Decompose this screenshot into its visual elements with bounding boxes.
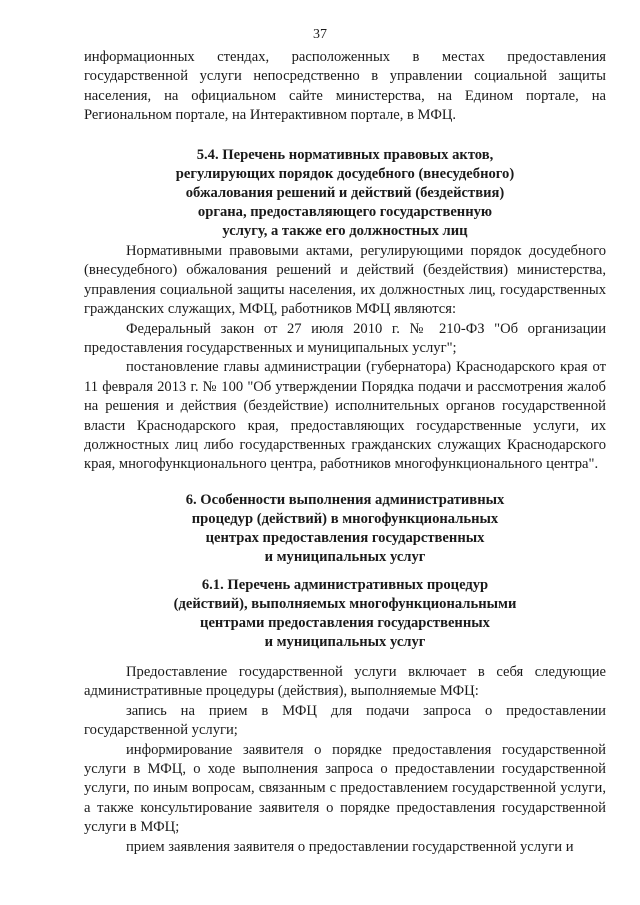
section-5-4-body — [84, 242, 606, 475]
heading-line: органа, предоставляющего государственную — [197, 204, 493, 220]
heading-line: и муниципальных услуг — [264, 549, 426, 565]
paragraph: Федеральный закон от 27 июля 2010 г. № 210-ФЗ "Об организации предоставления государственных и муниципальных услуг"; — [84, 320, 606, 357]
paragraph: запись на прием в МФЦ для подачи запроса о предоставлении государственной услуги; — [84, 702, 606, 739]
section-6-1-body — [84, 663, 606, 857]
section-6-1-heading — [84, 576, 606, 652]
heading-line: регулирующих порядок досудебного (внесудебного) — [175, 166, 515, 182]
section-6-heading — [84, 491, 606, 567]
heading-line: 6. Особенности выполнения административных — [185, 492, 505, 508]
intro-block — [84, 48, 606, 126]
paragraph: Предоставление государственной услуги включает в себя следующие административные процедуры (действия), выполняемые МФЦ: — [84, 664, 606, 700]
paragraph: Нормативными правовыми актами, регулирующими порядок досудебного (внесудебного) обжалования решений и действий (бездействия) министерства, управления социальной защиты населения, их должностных лиц, государственных гражданских служащих, МФЦ, работников МФЦ являются: — [84, 243, 606, 318]
heading-line: процедур (действий) в многофункциональных — [191, 511, 499, 527]
heading-line: 6.1. Перечень административных процедур — [201, 577, 489, 593]
intro-paragraph: информационных стендах, расположенных в местах предоставления государственной услуги непосредственно в управлении социальной защиты населения, на официальном сайте министерства, на Едином портале, на Региональном портале, на Интерактивном портале, в МФЦ. — [84, 49, 606, 124]
section-5-4-heading — [84, 146, 606, 241]
heading-line: (действий), выполняемых многофункциональными — [173, 596, 517, 612]
page-number: 37 — [313, 27, 327, 42]
paragraph: постановление главы администрации (губернатора) Краснодарского края от 11 февраля 2013 г. № 100 "Об утверждении Порядка подачи и рассмотрения жалоб на решения и действия (бездействие) исполнительных органов государственной власти Краснодарского края, предоставляющих государственные услуги, их должностных лиц либо государственных гражданских служащих Краснодарского края, многофункционального центра, работников многофункционального центра". — [84, 359, 606, 473]
heading-line: центрах предоставления государственных — [205, 530, 485, 546]
heading-line: центрами предоставления государственных — [200, 615, 490, 631]
heading-line: 5.4. Перечень нормативных правовых актов, — [196, 147, 494, 163]
heading-line: и муниципальных услуг — [264, 634, 426, 650]
paragraph: прием заявления заявителя о предоставлении государственной услуги и — [126, 838, 574, 855]
heading-line: обжалования решений и действий (бездействия) — [185, 185, 505, 201]
paragraph: информирование заявителя о порядке предоставления государственной услуги в МФЦ, о ходе выполнения запроса о предоставлении государственной услуги, по иным вопросам, связанным с предоставлением государственной услуги, а также консультирование заявителя о порядке предоставления государственной услуги в МФЦ; — [84, 741, 606, 836]
heading-line: услугу, а также его должностных лиц — [222, 223, 468, 239]
